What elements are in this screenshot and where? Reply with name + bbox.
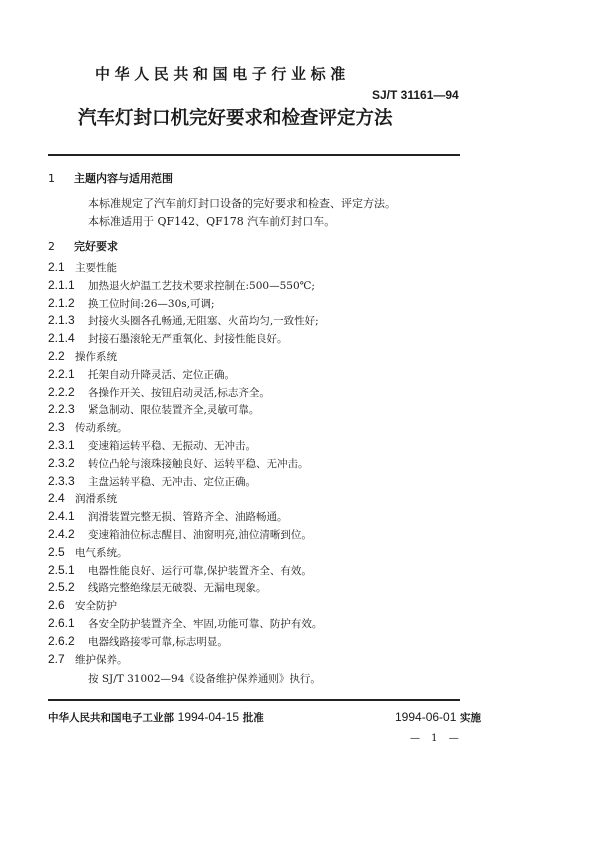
list-item bbox=[48, 419, 322, 437]
section-title: 完好要求 bbox=[74, 240, 118, 253]
item-number: 2.7 bbox=[48, 651, 65, 666]
list-item bbox=[48, 579, 322, 597]
document-title: 汽车灯封口机完好要求和检查评定方法 bbox=[78, 108, 393, 129]
item-number: 2.2.1 bbox=[48, 366, 75, 381]
item-text: 电器线路接零可靠,标志明显。 bbox=[88, 635, 228, 648]
list-item bbox=[48, 633, 322, 651]
approval-org: 中华人民共和国电子工业部 bbox=[48, 712, 174, 724]
item-number: 2.4 bbox=[48, 491, 65, 506]
item-text: 线路完整绝缘层无破裂、无漏电现象。 bbox=[88, 582, 267, 595]
item-text: 变速箱油位标志醒目、油窗明亮,油位清晰到位。 bbox=[88, 528, 312, 541]
list-item bbox=[48, 473, 322, 491]
item-text: 紧急制动、限位装置齐全,灵敏可靠。 bbox=[88, 404, 260, 417]
item-number: 2.2.3 bbox=[48, 402, 75, 417]
section-title: 主题内容与适用范围 bbox=[74, 172, 173, 185]
approval-date: 1994-04-15 bbox=[177, 710, 240, 724]
item-number: 2.5 bbox=[48, 544, 65, 559]
list-item bbox=[48, 259, 322, 277]
item-text: 主盘运转平稳、无冲击、定位正确。 bbox=[88, 475, 256, 488]
item-text: 转位凸轮与滚珠接触良好、运转平稳、无冲击。 bbox=[88, 457, 309, 470]
effective-label: 实施 bbox=[460, 712, 482, 724]
issuer-heading: 中华人民共和国电子行业标准 bbox=[95, 65, 350, 83]
item-number: 2.6.2 bbox=[48, 633, 75, 648]
item-number: 2.4.1 bbox=[48, 509, 75, 524]
item-text: 加热退火炉温工艺技术要求控制在:500—550℃; bbox=[88, 279, 315, 292]
list-item bbox=[48, 651, 322, 669]
paragraph: 本标准规定了汽车前灯封口设备的完好要求和检查、评定方法。 bbox=[88, 197, 396, 210]
list-item bbox=[48, 597, 322, 615]
item-text: 传动系统。 bbox=[75, 422, 128, 435]
section-2-heading bbox=[48, 238, 118, 254]
item-number: 2.1.4 bbox=[48, 331, 75, 346]
section-1-heading bbox=[48, 170, 173, 186]
item-number: 2.1.3 bbox=[48, 313, 75, 328]
list-item bbox=[48, 330, 322, 348]
list-item bbox=[48, 544, 322, 562]
item-text: 润滑系统 bbox=[75, 493, 117, 506]
item-number: 2.2 bbox=[48, 348, 65, 363]
item-text: 变速箱运转平稳、无振动、无冲击。 bbox=[88, 439, 256, 452]
item-number: 2.1.2 bbox=[48, 295, 75, 310]
item-number: 2.3 bbox=[48, 420, 65, 435]
item-text: 封接石墨滚轮无严重氧化、封接性能良好。 bbox=[88, 333, 288, 346]
requirements-list bbox=[48, 259, 322, 688]
item-number: 2.1.1 bbox=[48, 277, 75, 292]
item-number: 2.1 bbox=[48, 260, 65, 274]
item-number: 2.5.2 bbox=[48, 580, 75, 595]
item-text: 电器性能良好、运行可靠,保护装置齐全、有效。 bbox=[88, 564, 312, 577]
item-text: 换工位时间:26—30s,可调; bbox=[88, 297, 215, 310]
section-number: 1 bbox=[48, 172, 55, 185]
list-item bbox=[48, 348, 322, 366]
list-item bbox=[48, 312, 322, 330]
item-number: 2.4.2 bbox=[48, 526, 75, 541]
list-item bbox=[48, 384, 322, 402]
approval-line bbox=[48, 710, 264, 725]
item-text: 润滑装置完整无损、管路齐全、油路畅通。 bbox=[88, 511, 288, 524]
list-item bbox=[48, 401, 322, 419]
item-text: 各安全防护装置齐全、牢固,功能可靠、防护有效。 bbox=[88, 617, 323, 630]
page-number: — 1 — bbox=[410, 733, 463, 744]
item-number: 2.3.3 bbox=[48, 473, 75, 488]
item-number: 2.3.2 bbox=[48, 455, 75, 470]
item-text: 操作系统 bbox=[75, 350, 117, 363]
list-item bbox=[48, 437, 322, 455]
item-text: 托架自动升降灵活、定位正确。 bbox=[88, 368, 235, 381]
section-number: 2 bbox=[48, 240, 55, 253]
list-item bbox=[48, 455, 322, 473]
header-divider bbox=[48, 154, 460, 156]
list-item bbox=[48, 526, 322, 544]
list-item bbox=[48, 295, 322, 313]
item-text: 维护保养。 bbox=[75, 653, 128, 666]
item-number: 2.6 bbox=[48, 598, 65, 613]
list-item bbox=[48, 490, 322, 508]
item-text: 各操作开关、按钮启动灵活,标志齐全。 bbox=[88, 386, 270, 399]
item-text: 主要性能 bbox=[75, 262, 117, 274]
item-number: 2.2.2 bbox=[48, 384, 75, 399]
item-text: 电气系统。 bbox=[75, 546, 128, 559]
approval-label: 批准 bbox=[242, 712, 264, 724]
footer-divider bbox=[48, 699, 460, 701]
item-number: 2.3.1 bbox=[48, 437, 75, 452]
item-text: 封接火头圈各孔畅通,无阻塞、火苗均匀,一致性好; bbox=[88, 315, 319, 328]
paragraph: 本标准适用于 QF142、QF178 汽车前灯封口车。 bbox=[88, 215, 336, 228]
item-number: 2.5.1 bbox=[48, 562, 75, 577]
list-item bbox=[48, 277, 322, 295]
list-item bbox=[48, 615, 322, 633]
standard-code: SJ/T 31161—94 bbox=[372, 88, 459, 102]
list-item bbox=[48, 562, 322, 580]
effective-line bbox=[395, 710, 481, 725]
closing-paragraph: 按 SJ/T 31002—94《设备维护保养通则》执行。 bbox=[88, 673, 321, 686]
list-item bbox=[48, 366, 322, 384]
effective-date: 1994-06-01 bbox=[395, 710, 457, 724]
item-text: 安全防护 bbox=[75, 600, 117, 613]
item-number: 2.6.1 bbox=[48, 615, 75, 630]
list-item bbox=[48, 508, 322, 526]
